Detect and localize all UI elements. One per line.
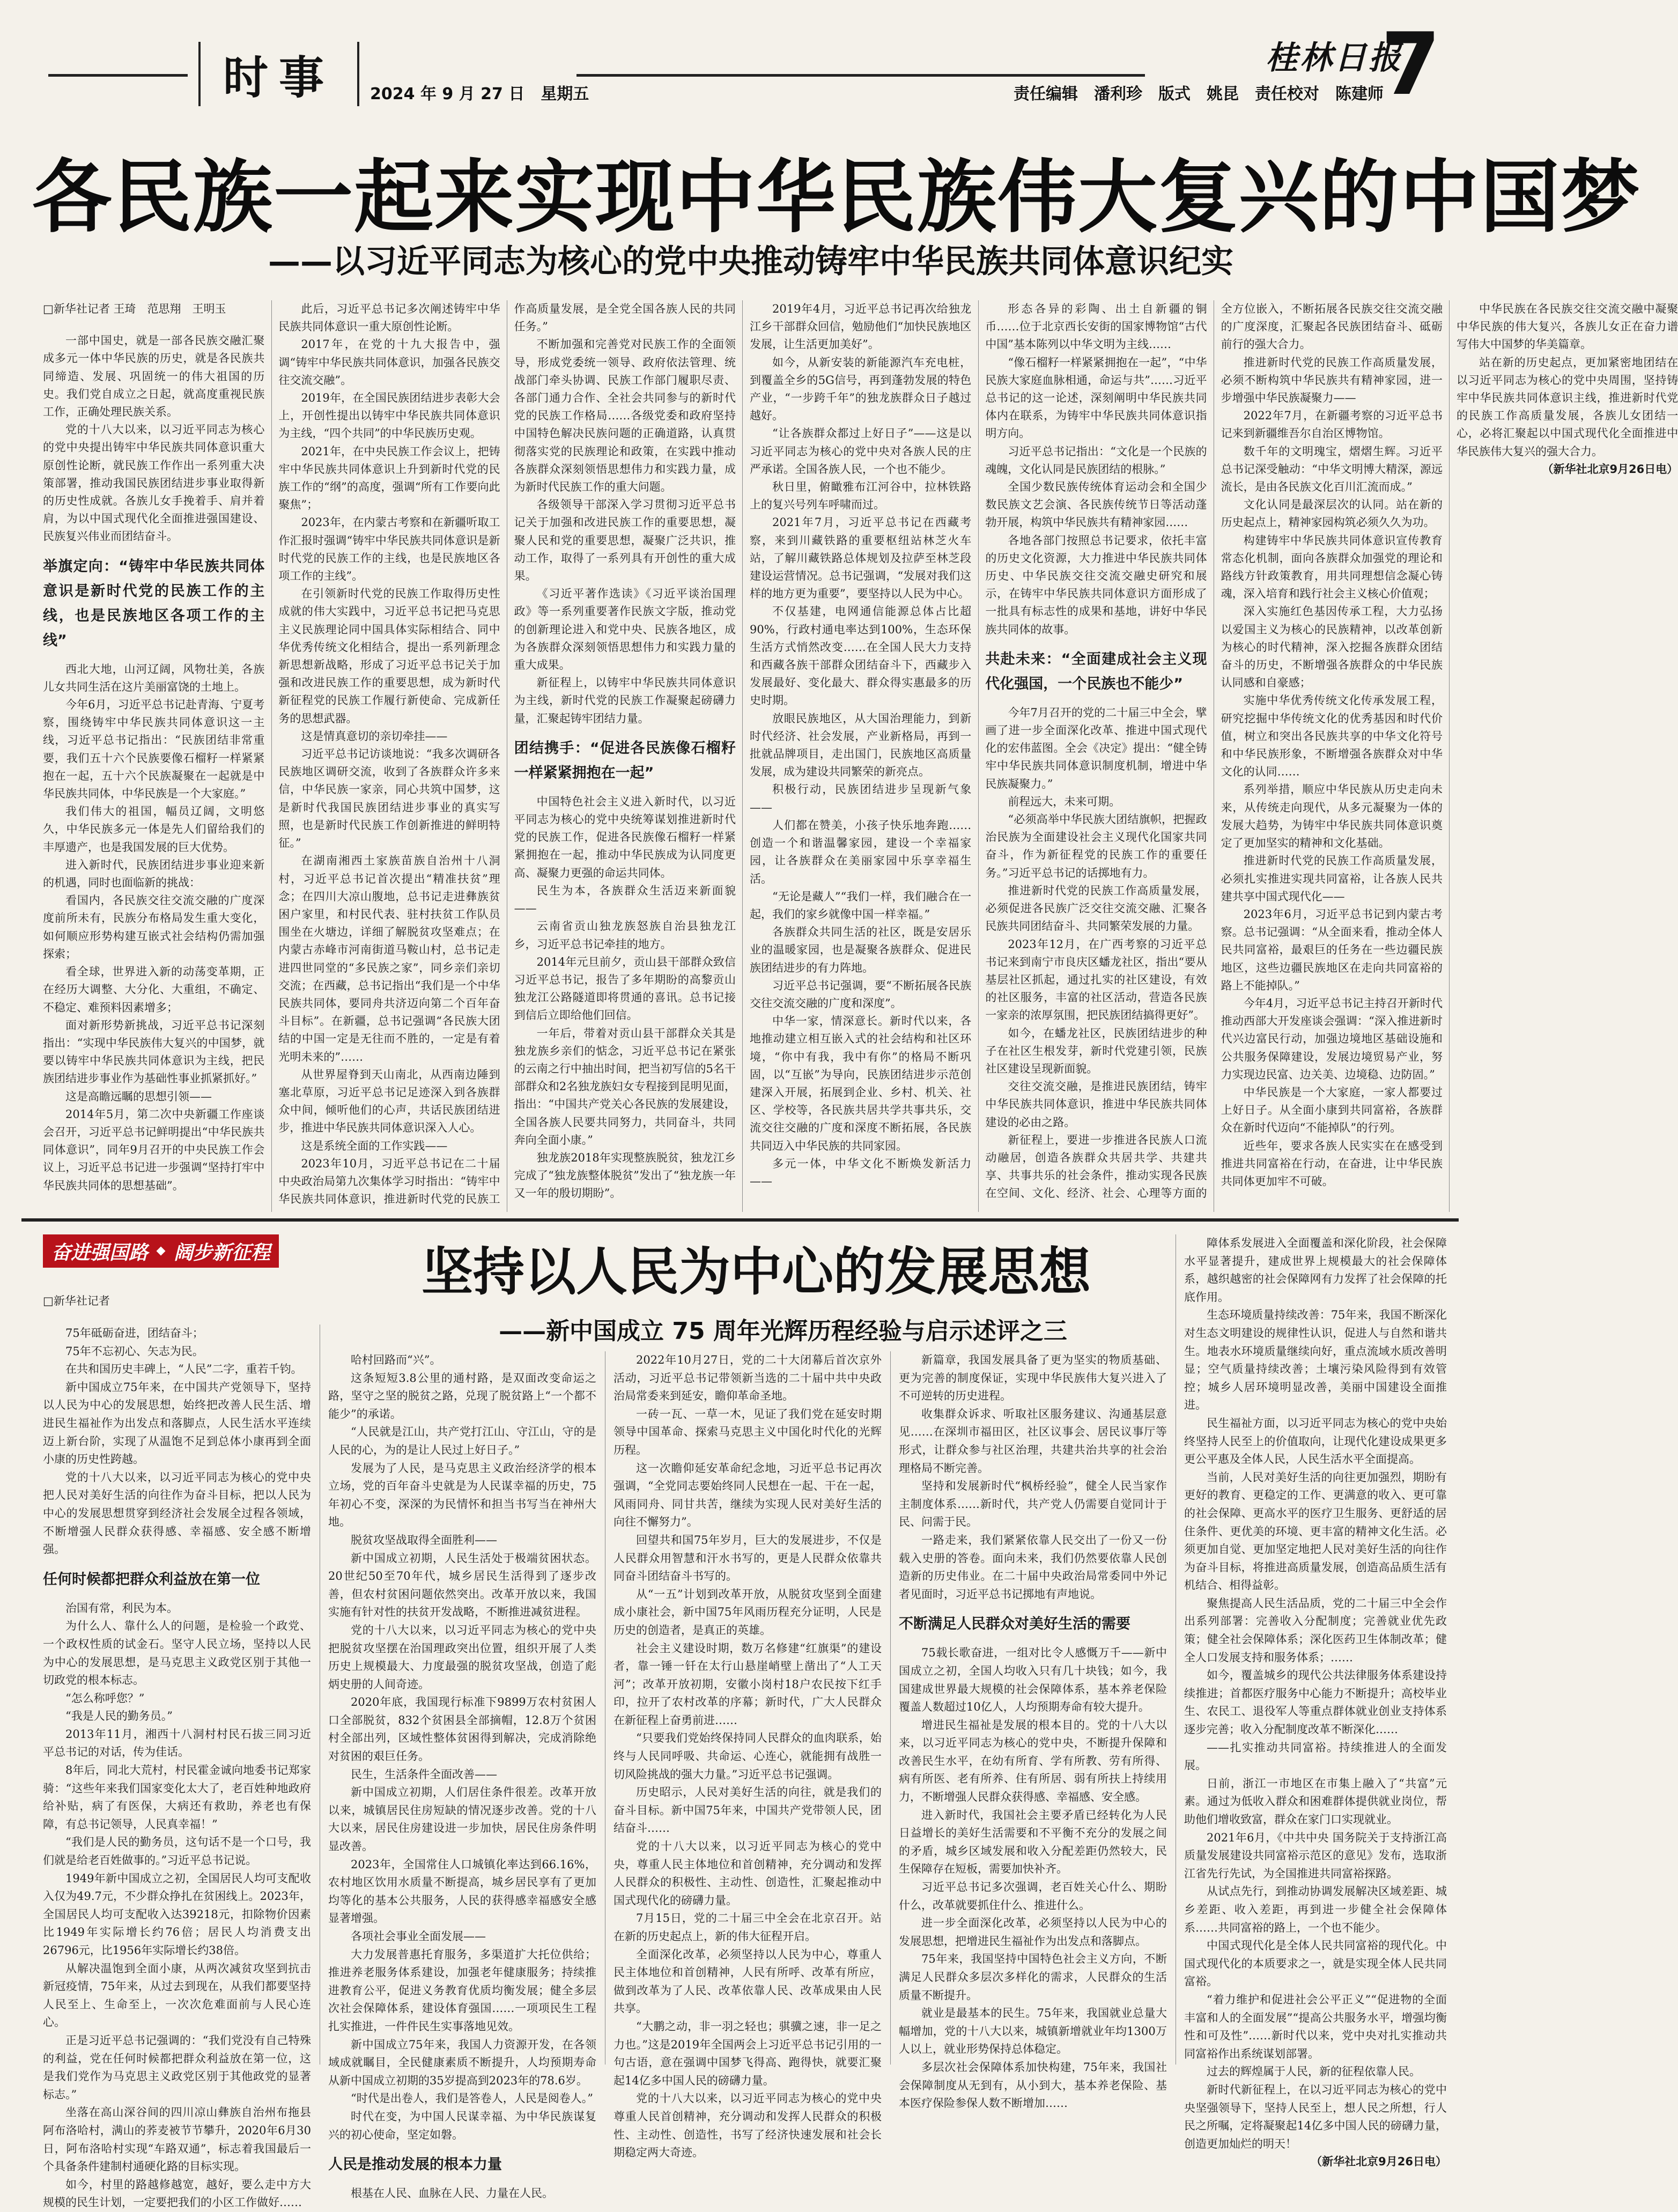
paragraph: 积极行动，民族团结进步呈现新气象—— [749,783,972,814]
paragraph: 推进新时代党的民族工作高质量发展，必须不断构筑中华民族共有精神家园，进一步增强中华民族凝聚力—— [1221,356,1443,405]
paragraph: 党的十八大以来，以习近平同志为核心的党中央把脱贫攻坚摆在治国理政突出位置，组织开展了人类历史上规模最大、力度最强的脱贫攻坚战，创造了彪炳史册的人间奇迹。 [328,1623,596,1691]
paragraph: 习近平总书记多次强调，老百姓关心什么、期盼什么，改革就要抓住什么、推进什么。 [899,1881,1167,1912]
paragraph: 今年7月召开的党的二十届三中全会，擘画了进一步全面深化改革、推进中国式现代化的宏伟蓝图。全会《决定》提出：“健全铸牢中华民族共同体意识制度机制，增进中华民族凝聚力。” [985,706,1207,790]
paragraph: 从解决温饱到全面小康，从两次减贫攻坚到抗击新冠疫情，75年来，从过去到现在，从我们都要坚持人民至上、生命至上，一次次危难面前与人民心连心。 [43,1962,311,2029]
paragraph: 中国式现代化是全体人民共同富裕的现代化。中国式现代化的本质要求之一，就是实现全体人民共同富裕。 [1184,1939,1447,1988]
article2-col1-text [43,1325,311,1559]
paragraph: 2023年，在内蒙古考察和在新疆听取工作汇报时强调“铸牢中华民族共同体意识是新时代党的民族工作的主线，也是民族地区各项工作的主线”。 [278,516,500,583]
paragraph: 中华一家，情深意长。新时代以来，各地推动建立相互嵌入式的社会结构和社区环境，“你中有我，我中有你”的格局不断巩固，以“互嵌”为导向，民族团结进步示范创建深入开展，拓展到企业、乡村、机关、社区、学校等，各民族共居共学共事共乐，交流交往交融的广度和深度不断拓展，各民族共同迈入中华民族的共同家园。 [749,1015,972,1152]
paragraph: 2019年4月，习近平总书记再次给独龙江乡干部群众回信，勉励他们“加快民族地区发展，让生活更加美好”。 [749,302,972,351]
paragraph: 新中国成立初期，人民生活处于极端贫困状态。20世纪50至70年代，城乡居民生活得到了逐步改善，但农村贫困问题依然突出。改革开放以来，我国实施有针对性的扶贫开发战略，不断推进减贫进程。 [328,1551,596,1619]
paragraph: 生态环境质量持续改善：75年来，我国不断深化对生态文明建设的规律性认识，促进人与自然和谐共生。地表水环境质量继续向好，重点流域水质改善明显；空气质量持续改善；土壤污染风险得到有效管控；城乡人居环境明显改善，美丽中国建设全面推进。 [1184,1308,1447,1412]
paragraph: 如今，村里的路越修越宽，越好，要么走中方大规模的民生计划，一定要把我们的小区工作做好…… [43,2178,311,2209]
article2-subtitle: ——新中国成立 75 周年光辉历程经验与启示述评之三 [499,1318,1067,1345]
paragraph: 近些年，要求各族人民实实在在感受到推进共同富裕在行动，在奋进，让中华民族共同体更加牢不可破。 [1221,1139,1443,1188]
paragraph: 如今，从新安装的新能源汽车充电桩，到覆盖全乡的5G信号，再到蓬勃发展的特色产业，“一步跨千年”的独龙族群众日子越过越好。 [749,356,972,423]
paragraph: 如今，覆盖城乡的现代公共法律服务体系建设持续推进；首都医疗服务中心能力不断提升；高校毕业生、农民工、退役军人等重点群体就业创业支持体系逐步完善；收入分配制度改革不断深化…… [1184,1669,1447,1736]
issue-date: 2024 年 9 月 27 日 星期五 [370,85,589,103]
paragraph: 独龙族2018年实现整族脱贫，独龙江乡完成了“独龙族整体脱贫”发出了“独龙族一年又一年的殷切期盼”。 [514,1151,736,1200]
paragraph: 坐落在高山深谷间的四川凉山彝族自治州布拖县阿布洛哈村，满山的荞麦被节节攀升，2020年6月30日，阿布洛哈村实现“车路双通”，标志着我国最后一个具备条件建制村通硬化路的目标实现。 [43,2106,311,2173]
article1-title: 各民族一起来实现中华民族伟大复兴的中国梦 [32,151,1641,243]
article2-col4-text [899,1351,1167,1603]
paragraph: 8年后，同北大荒村，村民霍金诚向地委书记郑家骑：“这些年来我们国家变化太大了，老百姓种地政府给补贴，病了有医保，大病还有救助，养老也有保障，有总书记领导，人民真幸福！” [43,1764,311,1831]
article1-subhead-2: 团结携手：“促进各民族像石榴籽一样紧紧拥抱在一起” [514,739,736,781]
paragraph: 历史昭示，人民对美好生活的向往，就是我们的奋斗目标。新中国75年来，中国共产党带领人民，团结奋斗…… [613,1786,882,1835]
paragraph: 西北大地，山河辽阔，风物壮美，各族儿女共同生活在这片美丽富饶的土地上。 [43,662,265,693]
paragraph: 面对新形势新挑战，习近平总书记深刻指出：“实现中华民族伟大复兴的中国梦，就要以铸牢中华民族共同体意识为主线，把民族团结进步事业作为基础性事业抓紧抓好。” [43,1018,265,1085]
banner-diamond-icon [157,1247,166,1256]
paragraph: 进一步全面深化改革，必须坚持以人民为中心的发展思想，把增进民生福祉作为出发点和落脚点。 [899,1917,1167,1948]
paragraph: 75载长歌奋进，一组对比令人感慨万千——新中国成立之初，全国人均收入只有几十块钱；如今，我国建成世界最大规模的社会保障体系，基本养老保险覆盖人数超过10亿人，人均预期寿命有较大提升。 [899,1646,1167,1714]
paragraph: 这一次瞻仰延安革命纪念地，习近平总书记再次强调，“全党同志要始终同人民想在一起、干在一起，风雨同舟、同甘共苦，继续为实现人民对美好生活的向往不懈努力”。 [613,1461,882,1529]
paragraph: 今年6月，习近平总书记赴青海、宁夏考察，围绕铸牢中华民族共同体意识这一主线，习近平总书记指出：“民族团结非常重要，我们五十六个民族要像石榴籽一样紧紧抱在一起，五十六个民族凝聚在一起就是中华民族共同体，中华民族是一个大家庭。” [43,698,265,801]
paragraph: 从世界屋脊到天山南北，从西南边陲到塞北草原，习近平总书记足迹深入到各族群众中间，倾听他们的心声，共话民族团结进步，推进中华民族共同体意识深入人心。 [278,1068,500,1135]
paragraph: “像石榴籽一样紧紧拥抱在一起”，“中华民族大家庭血脉相通，命运与共”……习近平总书记的这一论述，深刻阐明中华民族共同体内在联系，为铸牢中华民族共同体意识指明方向。 [985,356,1207,440]
paragraph: 2021年，在中央民族工作会议上，把铸牢中华民族共同体意识上升到新时代党的民族工作的“纲”的高度，强调“所有工作要向此聚焦”； [278,445,500,512]
paragraph: 2013年11月，湘西十八洞村村民石拔三同习近平总书记的对话，传为佳话。 [43,1727,311,1759]
paragraph: 2022年10月27日，党的二十大闭幕后首次京外活动，习近平总书记带领新当选的二十届中共中央政治局常委来到延安，瞻仰革命圣地。 [613,1353,882,1403]
paragraph: 当前，人民对美好生活的向往更加强烈，期盼有更好的教育、更稳定的工作、更满意的收入、更可靠的社会保障、更高水平的医疗卫生服务、更舒适的居住条件、更优美的环境、更丰富的精神文化生活。必须更加自觉、更加坚定地把人民对美好生活的向往作为奋斗目标，将推进高质量发展，创造高品质生活有机结合、相得益彰。 [1184,1470,1447,1592]
paragraph: 大力发展普惠托育服务，多渠道扩大托位供给；推进养老服务体系建设，加强老年健康服务；持续推进教育公平，促进义务教育优质均衡发展；健全多层次社会保障体系，建设体育强国……一项项民生工程扎实推进，一件件民生实事落地见效。 [328,1948,596,2033]
paragraph: “人民就是江山，共产党打江山、守江山，守的是人民的心，为的是让人民过上好日子。” [328,1425,596,1456]
paragraph: 过去的辉煌属于人民，新的征程依靠人民。 [1207,2065,1421,2078]
article2-column-3 [613,1351,882,2159]
article1-body [43,300,1678,1212]
paragraph: 推进新时代党的民族工作高质量发展，必须促进各民族广泛交往交流交融、汇聚各民族共同团结奋斗、共同繁荣发展的力量。 [985,884,1207,933]
paragraph: 如今，在蟠龙社区，民族团结进步的种子在社区生根发芽，新时代党建引领，民族社区建设呈现新面貌。 [985,1026,1207,1075]
paragraph: 这是系统全面的工作实践—— [301,1139,448,1152]
article1-intro [43,332,264,545]
article1-dateline: （新华社北京9月26日电） [1542,462,1678,476]
paragraph: 在共和国历史丰碑上，“人民”二字，重若千钧。 [65,1363,302,1376]
editors-line: 责任编辑 潘利珍 版式 姚昆 责任校对 陈建师 [1014,85,1384,103]
article2-column-1 [43,1325,311,2209]
paragraph: 聚焦提高人民生活品质，党的二十届三中全会作出系列部署：完善收入分配制度；完善就业优先政策；健全社会保障体系；深化医药卫生体制改革；健全人口发展支持和服务体系；…… [1184,1596,1447,1664]
article2-byline: □新华社记者 [43,1294,110,1307]
paragraph: 2021年6月，《中共中央 国务院关于支持浙江高质量发展建设共同富裕示范区的意见》发布，选取浙江省先行先试，为全国推进共同富裕探路。 [1184,1831,1447,1880]
paragraph: 看国内，各民族交往交流交融的广度深度前所未有，民族分布格局发生重大变化，如何顺应形势构建互嵌式社会结构仍需加强探索； [43,894,265,960]
paragraph: “大鹏之动，非一羽之轻也；骐骥之速，非一足之力也。”这是2019年全国两会上习近平总书记引用的一句古语，意在强调中国梦飞得高、跑得快，就要汇聚起14亿多中国人民的磅礴力量。 [613,2019,882,2087]
paragraph: “时代是出卷人，我们是答卷人，人民是阅卷人。” [351,2092,593,2105]
masthead-rule-right [576,74,1145,77]
paragraph: 2022年7月，在新疆考察的习近平总书记来到新疆维吾尔自治区博物馆。 [1221,409,1443,440]
paragraph: 新中国成立75年来，在中国共产党领导下，坚持以人民为中心的发展思想，始终把改善人民生活、增进民生福祉作为出发点和落脚点，人民生活水平连续迈上新台阶，实现了从温饱不足到总体小康再到全面小康的历史性跨越。 [43,1380,311,1466]
paragraph: 民生为本，各族群众生活迈来新面貌—— [514,884,736,915]
paragraph: 形态各异的彩陶、出土自新疆的铜币……位于北京西长安街的国家博物馆“古代中国”基本陈列以中华文明为主线…… [985,302,1207,351]
paragraph: 发展为了人民，是马克思主义政治经济学的根本立场，党的百年奋斗史就是为人民谋幸福的历史，75年初心不变，深深的为民情怀和担当书写当在神州大地。 [328,1461,596,1529]
paragraph: 治国有常，利民为本。 [65,1601,178,1615]
paragraph: 哈村回路而“兴”。 [351,1353,441,1366]
paragraph: 新篇章，我国发展具备了更为坚实的物质基础、更为完善的制度保证，实现中华民族伟大复兴进入了不可逆转的历史进程。 [899,1353,1167,1403]
paragraph: 在湖南湘西土家族苗族自治州十八洞村，习近平总书记首次提出“精准扶贫”理念；在四川大凉山腹地，总书记走进彝族贫困户家里，和村民代表、驻村扶贫工作队员围坐在火塘边，详细了解脱贫攻坚难点；在内蒙古赤峰市河南街道马鞍山村，总书记走进四世同堂的“多民族之家”，同乡亲们亲切交流；在西藏，总书记指出“我们是一个中华民族共同体，要同舟共济迈向第二个百年奋斗目标”。在新疆，总书记强调“各民族大团结的中国一定是无往而不胜的，一定是有着光明未来的”…… [278,854,500,1063]
paragraph: 多元一体，中华文化不断焕发新活力—— [749,1157,972,1188]
paragraph: 站在新的历史起点，更加紧密地团结在以习近平同志为核心的党中央周围，坚持铸牢中华民族共同体意识主线，推进新时代党的民族工作高质量发展，各族儿女团结一心，必将汇聚起以中国式现代化全面推进中华民族伟大复兴的强大合力。 [1456,356,1678,458]
paragraph: 75年来，我国坚持中国特色社会主义方向，不断满足人民群众多层次多样化的需求，人民群众的生活质量不断提升。 [899,1952,1167,2002]
paragraph: 不仅基建，电网通信能源总体占比超90%，行政村通电率达到100%，生态环保生活方式悄然改变……在全国人民大力支持和西藏各族干部群众团结奋斗下，西藏步入发展最好、变化最大、群众得实惠最多的历史时期。 [749,605,972,707]
paragraph: 这条短短3.8公里的通村路，是双面改变命运之路，坚守之坚的脱贫之路，兑现了脱贫路上“一个都不能少”的承诺。 [328,1371,596,1421]
paragraph: 障体系发展进入全面覆盖和深化阶段，社会保障水平显著提升，建成世界上规模最大的社会保障体系，越织越密的社会保障网有力发挥了社会保障的托底作用。 [1184,1237,1447,1304]
paragraph: 75年砥砺奋进，团结奋斗； [65,1327,204,1340]
paragraph: “着力维护和促进社会公平正义”“促进物的全面丰富和人的全面发展”“提高公共服务水平，增强均衡性和可及性”……新时代以来，党中央对扎实推动共同富裕作出系统谋划部署。 [1184,1993,1447,2060]
paragraph: 从“一五”计划到改革开放，从脱贫攻坚到全面建成小康社会，新中国75年风雨历程充分证明，人民是历史的创造者，是真正的英雄。 [613,1587,882,1637]
paragraph: “必须高举中华民族大团结旗帜，把握政治民族为全面建设社会主义现代化国家共同奋斗，作为新征程党的民族工作的重要任务。”习近平总书记的话掷地有力。 [985,813,1207,879]
paragraph: 文化认同是最深层次的认同。站在新的历史起点上，精神家园构筑必须久久为功。 [1221,498,1443,529]
paragraph: 2019年，在全国民族团结进步表彰大会上，开创性提出以铸牢中华民族共同体意识为主线，“四个共同”的中华民族历史观。 [278,391,500,440]
paragraph: 2014年5月，第二次中央新疆工作座谈会召开，习近平总书记鲜明提出“中华民族共同体意识”，同年9月召开的中央民族工作会议上，习近平总书记进一步强调“坚持打牢中华民族共同体的思想基础”。 [43,1107,265,1192]
paragraph: 2023年10月，习近平总书记在二十届中央政治局第九次集体学习时指出：“铸牢中华民族共同体意识，推进新时代党的民族工作高质量发展，是全党全国各族人民的共同任务。” [278,302,736,1206]
paragraph: 习近平总书记强调，要“不断拓展各民族交往交流交融的广度和深度”。 [749,979,972,1010]
paragraph: 社会主义建设时期，数万名修建“红旗渠”的建设者，靠一锤一钎在太行山悬崖峭壁上凿出了“人工天河”；改革开放初期，安徽小岗村18户农民按下红手印，拉开了农村改革的序幕；新时代，广大人民群众在新征程上奋勇前进…… [613,1641,882,1727]
paragraph: 云南省贡山独龙族怒族自治县独龙江乡，习近平总书记牵挂的地方。 [514,920,736,951]
paragraph: 时代在变，为中国人民谋幸福、为中华民族谋复兴的初心使命，坚定如磐。 [328,2110,596,2141]
paragraph: 75年不忘初心、矢志为民。 [65,1344,204,1358]
paragraph: 增进民生福祉是发展的根本目的。党的十八大以来，以习近平同志为核心的党中央，不断提升保障和改善民生水平，在幼有所育、学有所教、劳有所得、病有所医、老有所养、住有所居、弱有所扶上持续用力，不断增强人民群众获得感、幸福感、安全感。 [899,1718,1167,1804]
masthead-rule-left [48,74,188,77]
paragraph: ——扎实推动共同富裕。持续推进人的全面发展。 [1184,1741,1447,1772]
paragraph: 新征程上，以铸牢中华民族共同体意识为主线，新时代党的民族工作凝聚起磅礴力量，汇聚起铸牢团结力量。 [514,676,736,725]
paragraph: 这是高瞻远瞩的思想引领—— [65,1090,212,1103]
paragraph: 收集群众诉求、听取社区服务建议、沟通基层意见……在深圳市福田区，社区议事会、居民议事厅等形式，让群众参与社区治理，共建共治共享的社会治理格局不断完善。 [899,1407,1167,1475]
paragraph: 新中国成立75年来，我国人力资源开发，在各领域成就瞩目，全民健康素质不断提升，人均预期寿命从新中国成立初期的35岁提高到2023年的78.6岁。 [328,2038,596,2087]
paragraph: 各级领导干部深入学习贯彻习近平总书记关于加强和改进民族工作的重要思想，凝聚人民和党的重要思想，凝聚广泛共识，推动工作，取得了一系列具有开创性的重大成果。 [514,498,736,583]
paragraph: 新时代新征程上，在以习近平同志为核心的党中央坚强领导下，坚持人民至上，想人民之所想，行人民之所嘱，定将凝聚起14亿多中国人民的磅礴力量，创造更加灿烂的明天！ [1184,2083,1447,2150]
paragraph: 系列举措，顺应中华民族从历史走向未来，从传统走向现代，从多元凝聚为一体的发展大趋势，为铸牢中华民族共同体意识奠定了更加坚实的精神和文化基础。 [1221,783,1443,850]
paragraph: “我是人民的勤务员。” [65,1710,173,1723]
paragraph: 今年4月，习近平总书记主持召开新时代推动西部大开发座谈会强调：“深入推进新时代兴边富民行动，加强边境地区基础设施和公共服务保障建设，发展边境贸易产业，努力实现边民富、边关美、边境稳、边防固。” [1221,996,1443,1081]
paragraph: 党的十八大以来，以习近平同志为核心的党中央尊重人民首创精神，充分调动和发挥人民群众的积极性、主动性、创造性，书写了经济快速发展和社会长期稳定两大奇迹。 [613,2092,882,2159]
paragraph: 交往交流交融，是推进民族团结，铸牢中华民族共同体意识，推进中华民族共同体建设的必由之路。 [985,1080,1207,1129]
paragraph: 看全球，世界进入新的动荡变革期，正在经历大调整、大分化、大重组，不确定、不稳定、难预料因素增多； [43,965,265,1014]
paragraph: 构建铸牢中华民族共同体意识宣传教育常态化机制，面向各族群众加强党的理论和路线方针政策教育，用共同理想信念凝心铸魂，深入培育和践行社会主义核心价值观； [1221,534,1443,601]
paragraph: 2023年，全国常住人口城镇化率达到66.16%，农村地区饮用水质量不断提高，城乡居民享有了更加均等化的基本公共服务，人民的获得感幸福感安全感显著增强。 [328,1858,596,1925]
paragraph: “无论是藏人”“我们一样，我们融合在一起，我们的家乡就像中国一样幸福。” [749,890,972,921]
paper-name: 桂林日报 [1266,39,1403,77]
paragraph: 为什么人、靠什么人的问题，是检验一个政党、一个政权性质的试金石。坚守人民立场，坚持以人民为中心的发展思想，是马克思主义政党区别于其他一切政党的根本标志。 [43,1619,311,1687]
column-rule [890,1351,891,2065]
paragraph: “让各族群众都过上好日子”——这是以习近平同志为核心的党中央对各族人民的庄严承诺。全国各族人民，一个也不能少。 [749,427,972,476]
paragraph: 脱贫攻坚战取得全面胜利—— [351,1533,497,1547]
section-box [198,42,359,106]
article1-subhead-3: 共赴未来：“全面建成社会主义现代化强国，一个民族也不能少” [985,650,1207,692]
paragraph: 党的十八大以来，以习近平同志为核心的党中央把人民对美好生活的向往作为奋斗目标，把以人民为中心的发展思想贯穿到经济社会发展全过程各领域，不断增强人民群众获得感、幸福感、安全感不断增强。 [43,1470,311,1556]
paragraph: 前程远大，未来可期。 [1008,795,1121,808]
paragraph: 中华民族是一个大家庭，一家人都要过上好日子。从全面小康到共同富裕，各族群众在新时代迈向“不能掉队”的行列。 [1221,1085,1443,1135]
paragraph: 《习近平著作选读》《习近平谈治国理政》等一系列重要著作民族文字版，推动党的创新理论进入和党中央、民族各地区，成为各族群众深刻领悟思想伟力和实践力量的重大成果。 [514,587,736,672]
paragraph: 实施中华优秀传统文化传承发展工程，研究挖掘中华传统文化的优秀基因和时代价值，树立和突出各民族共享的中华文化符号和中华民族形象，不断增强各族群众对中华文化的认同…… [1221,694,1443,779]
article2-column-5 [1184,1234,1447,2169]
paragraph: 正是习近平总书记强调的：“我们党没有自己特殊的利益，党在任何时候都把群众利益放在第一位，这是我们党作为马克思主义政党区别于其他政党的显著标志。” [43,2033,311,2101]
paragraph: 日前，浙江一市地区在市集上融入了“共富”元素。通过为低收入群众和困难群体提供就业岗位，帮助他们增收致富，群众在家门口实现就业。 [1184,1777,1447,1826]
paragraph: 推进新时代党的民族工作高质量发展，必须扎实推进实现共同富裕，让各族人民共建共享中国式现代化—— [1221,854,1443,903]
article2-col2-text [328,1351,596,2144]
article1-subtitle: ——以习近平同志为核心的党中央推动铸牢中华民族共同体意识纪实 [268,243,1233,280]
section-title: 时事 [223,51,335,104]
paragraph: 人们都在赞美，小孩子快乐地奔跑……创造一个和谐温馨家园，建设一个幸福家园，让各族群众在美丽家园中乐享幸福生活。 [749,818,972,885]
paragraph: 一部中国史，就是一部各民族交融汇聚成多元一体中华民族的历史，就是各民族共同缔造、发展、巩固统一的伟大祖国的历史。我们党自成立之日起，就高度重视民族工作，正确处理民族关系。 [43,334,265,419]
paragraph: 放眼民族地区，从大国治理能力，到新时代经济、社会发展，产业新格局，再到一批就品牌项目，走出国门，民族地区高质量发展，成为建设共同繁荣的新亮点。 [749,712,972,779]
page-number: 7 [1381,14,1441,114]
paragraph: 各项社会事业全面发展—— [351,1930,486,1943]
paragraph: 2017年，在党的十九大报告中，强调“铸牢中华民族共同体意识，加强各民族交往交流交融”。 [278,338,500,387]
paragraph: 根基在人民、血脉在人民、力量在人民。 [351,2187,553,2200]
series-banner [43,1234,279,1268]
paragraph: 各地各部门按照总书记要求，依托丰富的历史文化资源，大力推进中华民族共同体历史、中华民族交往交流交融史研究和展示，在铸牢中华民族共同体意识方面形成了一批具有标志性的成果和基地，讲好中华民族共同体的故事。 [985,534,1207,636]
paragraph: 2023年6月，习近平总书记到内蒙古考察。总书记强调：“从全面来看，推动全体人民共同富裕，最艰巨的任务在一些边疆民族地区，这些边疆民族地区在走向共同富裕的路上不能掉队。” [1221,907,1443,992]
paragraph: 这是情真意切的亲切牵挂—— [301,729,448,743]
paragraph: 党的十八大以来，以习近平同志为核心的党中央提出铸牢中华民族共同体意识重大原创性论断，就民族工作作出一系列重大决策部署，推动我国民族团结进步事业取得新的历史性成就。各族儿女手挽着手、肩并着肩，为以中国式现代化全面推进强国建设、民族复兴伟业而团结奋斗。 [43,423,265,543]
paragraph: 一年后，带着对贡山县干部群众关其是独龙族乡亲们的惦念，习近平总书记在紧张的云南之行中抽出时间，把当初写信的5名干部群众和2名独龙族妇女专程接到昆明见面，指出：“中国共产党关心各民族的发展建设，全国各族人民要共同努力，共同奋斗，共同奔向全面小康。” [514,1026,736,1146]
paragraph: “我们是人民的勤务员，这句话不是一个口号，我们就是给老百姓做事的。”习近平总书记说。 [43,1836,311,1867]
paragraph: 进入新时代，我国社会主要矛盾已经转化为人民日益增长的美好生活需要和不平衡不充分的发展之间的矛盾，城乡区域发展和收入分配差距仍然较大，民生保障存在短板，需要加快补齐。 [899,1808,1167,1876]
banner-text-right: 阔步新征程 [174,1241,271,1264]
article2-subhead-2: 人民是推动发展的根本力量 [328,2156,502,2173]
paragraph: 深入实施红色基因传承工程，大力弘扬以爱国主义为核心的民族精神，以改革创新为核心的时代精神，深入挖掘各族群众团结奋斗的历史，不断增强各族群众的中华民族认同感和自豪感； [1221,605,1443,690]
paragraph: 习近平总书记访谈地说：“我多次调研各民族地区调研交流，收到了各族群众许多来信，中华民族一家亲，同心共筑中国梦，这是新时代我国民族团结进步事业的真实写照，也是新时代民族工作创新推进的鲜明特征。” [278,748,500,850]
paragraph: 2014年元旦前夕，贡山县干部群众致信习近平总书记，报告了多年期盼的高黎贡山独龙江公路隧道即将贯通的喜讯。总书记接到信后立即给他们回信。 [514,955,736,1022]
paragraph: 我们伟大的祖国，幅员辽阔，文明悠久，中华民族多元一体是先人们留给我们的丰厚遗产，也是我国发展的巨大优势。 [43,805,265,854]
paragraph: 坚持和发展新时代“枫桥经验”，健全人民当家作主制度体系……新时代，共产党人仍需要自觉同计于民、问需于民。 [899,1479,1167,1529]
article2-col4b-text [899,1644,1167,2112]
paragraph: 民生福祉方面，以习近平同志为核心的党中央始终坚持人民至上的价值取向，让现代化建设成果更多更公平惠及全体人民，人民生活水平全面提高。 [1184,1416,1447,1466]
paragraph: 秋日里，俯瞰雅布江河谷中，拉林铁路上的复兴号列车呼啸而过。 [749,480,972,512]
paragraph: 党的十八大以来，以习近平同志为核心的党中央，尊重人民主体地位和首创精神，充分调动和发挥人民群众的积极性、主动性、创造性，汇聚起推动中国式现代化的磅礴力量。 [613,1840,882,1907]
paragraph: 中华民族在各民族交往交流交融中凝聚中华民族的伟大复兴，各族儿女正在奋力谱写伟大中国梦的华美篇章。 [1456,302,1678,351]
article2-column-4 [899,1351,1167,2110]
article2-title: 坚持以人民为中心的发展思想 [422,1242,1091,1302]
article-divider [21,1218,1459,1222]
paragraph: 习近平总书记指出：“文化是一个民族的魂魄，文化认同是民族团结的根脉。” [985,445,1207,476]
paragraph: 全国少数民族传统体育运动会和全国少数民族文艺会演、各民族传统节日等活动蓬勃开展，构筑中华民族共有精神家园…… [985,480,1207,529]
banner-text-left: 奋进强国路 [51,1241,148,1264]
paragraph: 不断加强和完善党对民族工作的全面领导，形成党委统一领导、政府依法管理、统战部门牵头协调、民族工作部门履职尽责、各部门通力合作、全社会共同参与的新时代党的民族工作格局……各级党委和政府坚持中国特色解决民族问题的正确道路，认真贯彻落实党的民族理论和政策，在实践中推动各族群众深刻领悟思想伟力和实践力量，成为新时代民族工作的重大问题。 [514,338,736,494]
paragraph: 全面深化改革，必须坚持以人民为中心，尊重人民主体地位和首创精神，人民有所呼、改革有所应，做到改革为了人民、改革依靠人民、改革成果由人民共享。 [613,1948,882,2015]
paragraph: 2020年底，我国现行标准下9899万农村贫困人口全部脱贫，832个贫困县全部摘帽，12.8万个贫困村全部出列，区域性整体贫困得到解决，完成消除绝对贫困的艰巨任务。 [328,1696,596,1763]
article2-column-2 [328,1351,596,2200]
article2-col1b-text [43,1600,311,2212]
article2-col2b-text [328,2185,596,2203]
paragraph: 7月15日，党的二十届三中全会在北京召开。站在新的历史起点上，新的伟大征程开启。 [613,1912,882,1943]
article2-subhead-1: 任何时候都把群众利益放在第一位 [43,1571,260,1588]
paragraph: 2021年7月，习近平总书记在西藏考察，来到川藏铁路的重要枢纽站林芝火车站，了解川藏铁路总体规划及拉萨至林芝段建设运营情况。总书记强调，“发展对我们这样的地方更为重要”，要坚持以人民为中心。 [749,516,972,601]
paragraph: “只要我们党始终保持同人民群众的血肉联系，始终与人民同呼吸、共命运、心连心，就能拥有战胜一切风险挑战的强大力量。”习近平总书记强调。 [613,1732,882,1781]
paragraph: 1949年新中国成立之初，全国居民人均可支配收入仅为49.7元，不少群众挣扎在贫困线上。2023年，全国居民人均可支配收入达39218元，扣除物价因素比1949年实际增长约76倍；居民人均消费支出26796元，比1956年实际增长约38倍。 [43,1871,311,1957]
paragraph: 多层次社会保障体系加快构建，75年来，我国社会保障制度从无到有，从小到大，基本养老保险、基本医疗保险参保人数不断增加…… [899,2060,1167,2110]
paragraph: 进入新时代，民族团结进步事业迎来新的机遇，同时也面临新的挑战： [43,858,265,890]
paragraph: 各族群众共同生活的社区，既是安居乐业的温暖家园，也是凝聚各族群众、促进民族团结进步的有力阵地。 [749,926,972,974]
article1-subhead-1: 举旗定向：“铸牢中华民族共同体意识是新时代党的民族工作的主线，也是民族地区各项工作的主线” [43,558,265,649]
paragraph: 从试点先行，到推动协调发展解决区域差距、城乡差距、收入差距，再到进一步健全社会保障体系……共同富裕的路上，一个也不能少。 [1184,1885,1447,1934]
paragraph: 2023年12月，在广西考察的习近平总书记来到南宁市良庆区蟠龙社区，指出“要从基层社区抓起，通过扎实的社区建设，有效的社区服务，丰富的社区活动，营造各民族一家亲的浓厚氛围，把民族团结搞得更好”。 [985,937,1207,1022]
paragraph: 新中国成立初期，人们居住条件很差。改革开放以来，城镇居民住房短缺的情况逐步改善。党的十八大以来，居民住房建设进一步加快，居民住房条件明显改善。 [328,1786,596,1853]
article2-subhead-3: 不断满足人民群众对美好生活的需要 [899,1616,1130,1633]
paragraph: 在引领新时代党的民族工作取得历史性成就的伟大实践中，习近平总书记把马克思主义民族理论同中国具体实际相结合、同中华优秀传统文化相结合，提出一系列新理念新思想新战略，形成了习近平总书记关于加强和改进民族工作的重要思想，成为新时代新征程党的民族工作履行新使命、完成新任务的思想武器。 [278,587,500,725]
paragraph: 一路走来，我们紧紧依靠人民交出了一份又一份载入史册的答卷。面向未来，我们仍然要依靠人民创造新的历史伟业。在二十届中央政治局常委同中外记者见面时，习近平总书记掷地有声地说。 [899,1533,1167,1601]
paragraph: 中国特色社会主义进入新时代，以习近平同志为核心的党中央统筹谋划推进新时代党的民族工作，促进各民族像石榴籽一样紧紧拥抱在一起，推动中华民族成为认同度更高、凝聚力更强的命运共同体。 [514,795,736,879]
paragraph: 此后，习近平总书记多次阐述铸牢中华民族共同体意识一重大原创性论断。 [278,302,500,334]
paragraph: “怎么称呼您？” [65,1691,145,1705]
paragraph: 一砖一瓦、一草一木，见证了我们党在延安时期领导中国革命、探索马克思主义中国化时代化的光辉历程。 [613,1407,882,1456]
paragraph: 数千年的文明瑰宝，熠熠生辉。习近平总书记深受触动：“中华文明博大精深，源远流长，是由各民族文化百川汇流而成。” [1221,445,1443,494]
paragraph: 就业是最基本的民生。75年来，我国就业总量大幅增加，党的十八大以来，城镇新增就业年均1300万人以上，就业形势保持总体稳定。 [899,2007,1167,2056]
paragraph: 新征程上，要进一步推进各民族人口流动融居，创造各族群众共居共学、共建共享、共事共乐的社会条件，推动实现各民族在空间、文化、经济、社会、心理等方面的全方位嵌入，不断拓展各民族交往交流交融的广度深度，汇聚起各民族团结奋斗、砥砺前行的强大合力。 [985,302,1443,1200]
article2-dateline: （新华社北京9月26日电） [1311,2155,1447,2169]
masthead [0,0,1481,123]
paragraph: 民生，生活条件全面改善—— [351,1767,497,1781]
article2-col5-text [1184,1234,1447,2153]
article2-col3-text [613,1351,882,2162]
article1-byline: □新华社记者 王琦 范思翔 王明玉 [43,302,226,315]
paragraph: 回望共和国75年岁月，巨大的发展进步，不仅是人民群众用智慧和汗水书写的，更是人民群众依靠共同奋斗团结奋斗书写的。 [613,1533,882,1583]
